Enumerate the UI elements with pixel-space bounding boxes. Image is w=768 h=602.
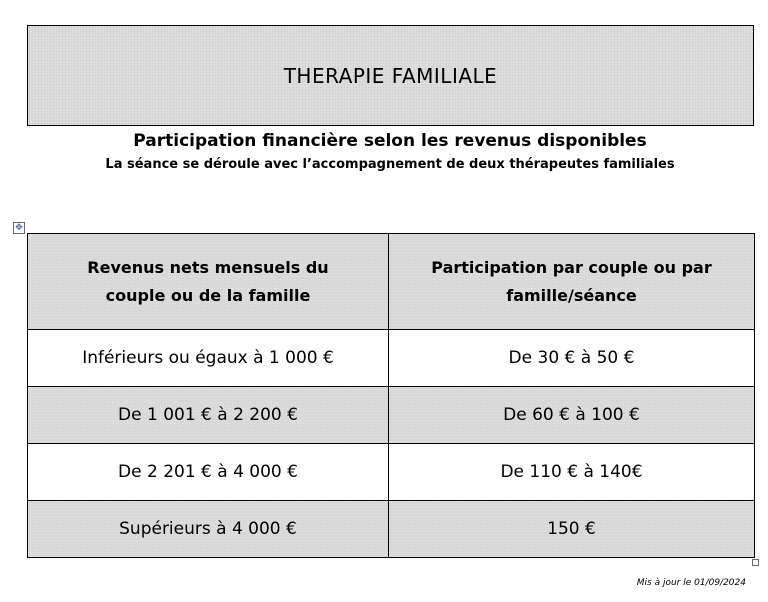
- fee-cell: De 30 € à 50 €: [389, 330, 755, 387]
- header-fee: [389, 234, 755, 330]
- income-cell: Inférieurs ou égaux à 1 000 €: [28, 330, 389, 387]
- table-row: [28, 444, 755, 501]
- header-income-label: Revenus nets mensuels du couple ou de la famille: [87, 257, 329, 305]
- table-row: [28, 387, 755, 444]
- table-resize-handle-icon[interactable]: [752, 559, 759, 566]
- fee-cell: De 60 € à 100 €: [389, 387, 755, 444]
- header-fee-label: Participation par couple ou par famille/séance: [431, 257, 712, 305]
- fee-cell: De 110 € à 140€: [389, 444, 755, 501]
- update-date: Mis à jour le 01/09/2024: [636, 578, 746, 588]
- fee-cell: 150 €: [389, 501, 755, 558]
- document-subtitle: Participation financière selon les revenus disponibles: [133, 131, 647, 151]
- table-move-handle-icon[interactable]: ✥: [13, 222, 25, 234]
- document-title: THERAPIE FAMILIALE: [283, 63, 498, 88]
- header-income: [28, 234, 389, 330]
- income-cell: De 1 001 € à 2 200 €: [28, 387, 389, 444]
- table-row: [28, 501, 755, 558]
- table-header-row: [28, 234, 755, 330]
- session-note: La séance se déroule avec l’accompagnement de deux thérapeutes familiales: [105, 157, 675, 172]
- fee-table: [27, 233, 755, 558]
- income-cell: De 2 201 € à 4 000 €: [28, 444, 389, 501]
- title-box: [27, 25, 754, 126]
- table-row: [28, 330, 755, 387]
- income-cell: Supérieurs à 4 000 €: [28, 501, 389, 558]
